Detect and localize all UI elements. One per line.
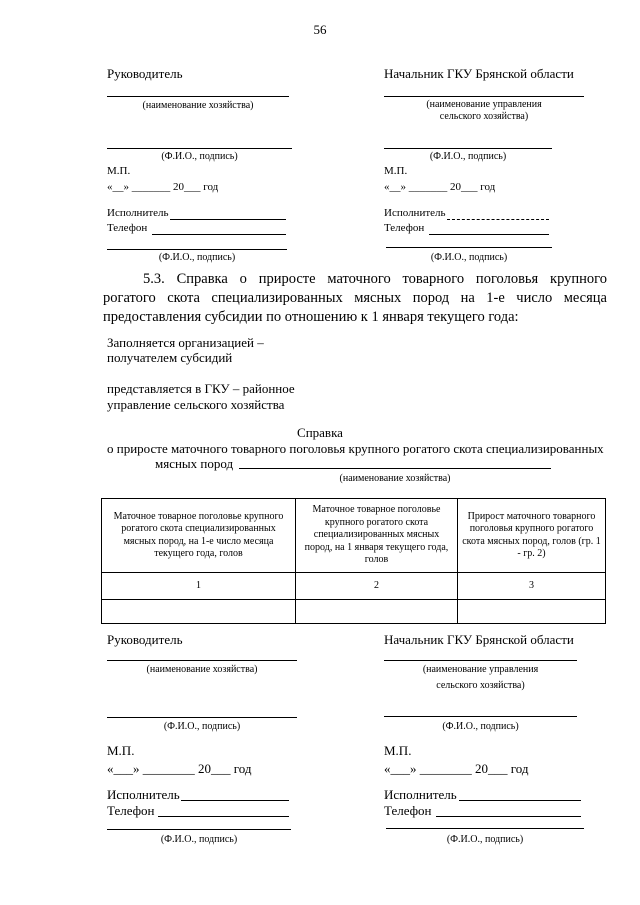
form-subtitle-2: мясных пород <box>155 456 234 471</box>
submit-note-2: управление сельского хозяйства <box>107 397 285 412</box>
bottom-left-mp: М.П. <box>107 743 135 758</box>
table-data-cell[interactable] <box>458 600 606 624</box>
form-org-caption: (наименование хозяйства) <box>339 473 451 484</box>
top-left-mp: М.П. <box>107 165 131 177</box>
bottom-right-date: «___» ________ 20___ год <box>384 761 529 776</box>
top-right-phone: Телефон <box>384 222 425 234</box>
top-right-date: «__» _______ 20___ год <box>384 181 496 193</box>
top-right-org-caption-1: (наименование управления <box>426 99 542 110</box>
bottom-right-fio-line <box>384 716 577 717</box>
top-left-fio2-caption: (Ф.И.О., подпись) <box>158 252 236 263</box>
top-left-org-caption: (наименование хозяйства) <box>142 100 254 111</box>
table-number-row <box>102 573 606 600</box>
form-org-line <box>239 468 551 469</box>
top-right-mp: М.П. <box>384 165 408 177</box>
bottom-left-executor: Исполнитель <box>107 787 180 802</box>
bottom-right-executor-line <box>459 800 581 801</box>
fill-note-2: получателем субсидий <box>107 350 233 365</box>
table-header-cell: Маточное товарное поголовье крупного рогатого скота специализированных мясных пород, на 1 января текущего года, голов <box>296 499 458 573</box>
bottom-left-phone-line <box>158 816 289 817</box>
top-right-executor: Исполнитель <box>384 207 446 219</box>
top-left-executor-line <box>170 219 286 220</box>
top-right-fio2-caption: (Ф.И.О., подпись) <box>430 252 508 263</box>
table-header-cell: Маточное товарное поголовье крупного рогатого скота специализированных мясных пород, на 1-е число месяца текущего года, голов <box>102 499 296 573</box>
table-number-cell: 1 <box>102 573 296 600</box>
bottom-right-org-caption-2: сельского хозяйства) <box>436 680 525 691</box>
bottom-left-phone: Телефон <box>107 803 155 818</box>
bottom-left-org-line <box>107 660 297 661</box>
section-heading-line-1: 5.3. Справка о приросте маточного товарного поголовья крупного <box>143 271 607 287</box>
form-subtitle-1: о приросте маточного товарного поголовья крупного рогатого скота специализированных <box>107 441 604 456</box>
bottom-left-executor-line <box>181 800 289 801</box>
bottom-right-phone-line <box>436 816 581 817</box>
section-heading-line-3: предоставления субсидии по отношению к 1 января текущего года: <box>103 309 519 325</box>
table-number-cell: 3 <box>458 573 606 600</box>
bottom-right-title: Начальник ГКУ Брянской области <box>384 632 574 647</box>
bottom-right-org-caption-1: (наименование управления <box>422 664 539 675</box>
top-left-fio-line <box>107 148 292 149</box>
table-number-cell: 2 <box>296 573 458 600</box>
bottom-left-title: Руководитель <box>107 632 183 647</box>
bottom-right-mp: М.П. <box>384 743 412 758</box>
bottom-left-fio2-line <box>107 829 291 830</box>
top-right-executor-line <box>447 219 549 220</box>
page-number: 56 <box>313 22 327 37</box>
bottom-right-phone: Телефон <box>384 803 432 818</box>
fill-note-1: Заполняется организацией – <box>107 335 264 350</box>
bottom-right-fio-caption: (Ф.И.О., подпись) <box>442 721 519 732</box>
bottom-right-fio2-line <box>386 828 584 829</box>
top-right-fio-caption: (Ф.И.О., подпись) <box>429 151 507 162</box>
form-title: Справка <box>297 425 343 440</box>
top-right-title: Начальник ГКУ Брянской области <box>384 66 574 81</box>
top-left-executor: Исполнитель <box>107 207 169 219</box>
bottom-left-fio2-caption: (Ф.И.О., подпись) <box>160 834 238 845</box>
top-left-phone: Телефон <box>107 222 148 234</box>
bottom-left-date: «___» ________ 20___ год <box>107 761 252 776</box>
top-left-org-line <box>107 96 289 97</box>
top-right-org-caption-2: сельского хозяйства) <box>439 111 529 122</box>
table-header-cell: Прирост маточного товарного поголовья крупного рогатого скота мясных пород, голов (гр. 1 - гр. 2) <box>458 499 606 573</box>
bottom-left-org-caption: (наименование хозяйства) <box>146 664 258 675</box>
top-right-phone-line <box>429 234 549 235</box>
report-table <box>101 498 606 624</box>
table-data-cell[interactable] <box>102 600 296 624</box>
submit-note-1: представляется в ГКУ – районное <box>107 381 295 396</box>
section-heading <box>103 270 607 327</box>
bottom-right-fio2-caption: (Ф.И.О., подпись) <box>446 834 524 845</box>
top-right-fio2-line <box>386 247 552 248</box>
top-left-fio2-line <box>107 249 287 250</box>
table-header-row <box>102 499 606 573</box>
bottom-right-executor: Исполнитель <box>384 787 457 802</box>
top-right-org-line <box>384 96 584 97</box>
top-left-fio-caption: (Ф.И.О., подпись) <box>161 151 238 162</box>
top-left-title: Руководитель <box>107 66 183 81</box>
top-right-fio-line <box>384 148 552 149</box>
top-left-phone-line <box>152 234 286 235</box>
bottom-left-fio-caption: (Ф.И.О., подпись) <box>163 721 241 732</box>
table-data-cell[interactable] <box>296 600 458 624</box>
table-data-row <box>102 600 606 624</box>
bottom-left-fio-line <box>107 717 297 718</box>
top-left-date: «__» _______ 20___ год <box>107 181 219 193</box>
bottom-right-org-line <box>384 660 577 661</box>
section-heading-line-2: рогатого скота специализированных мясных пород на 1-е число месяца <box>103 290 607 306</box>
